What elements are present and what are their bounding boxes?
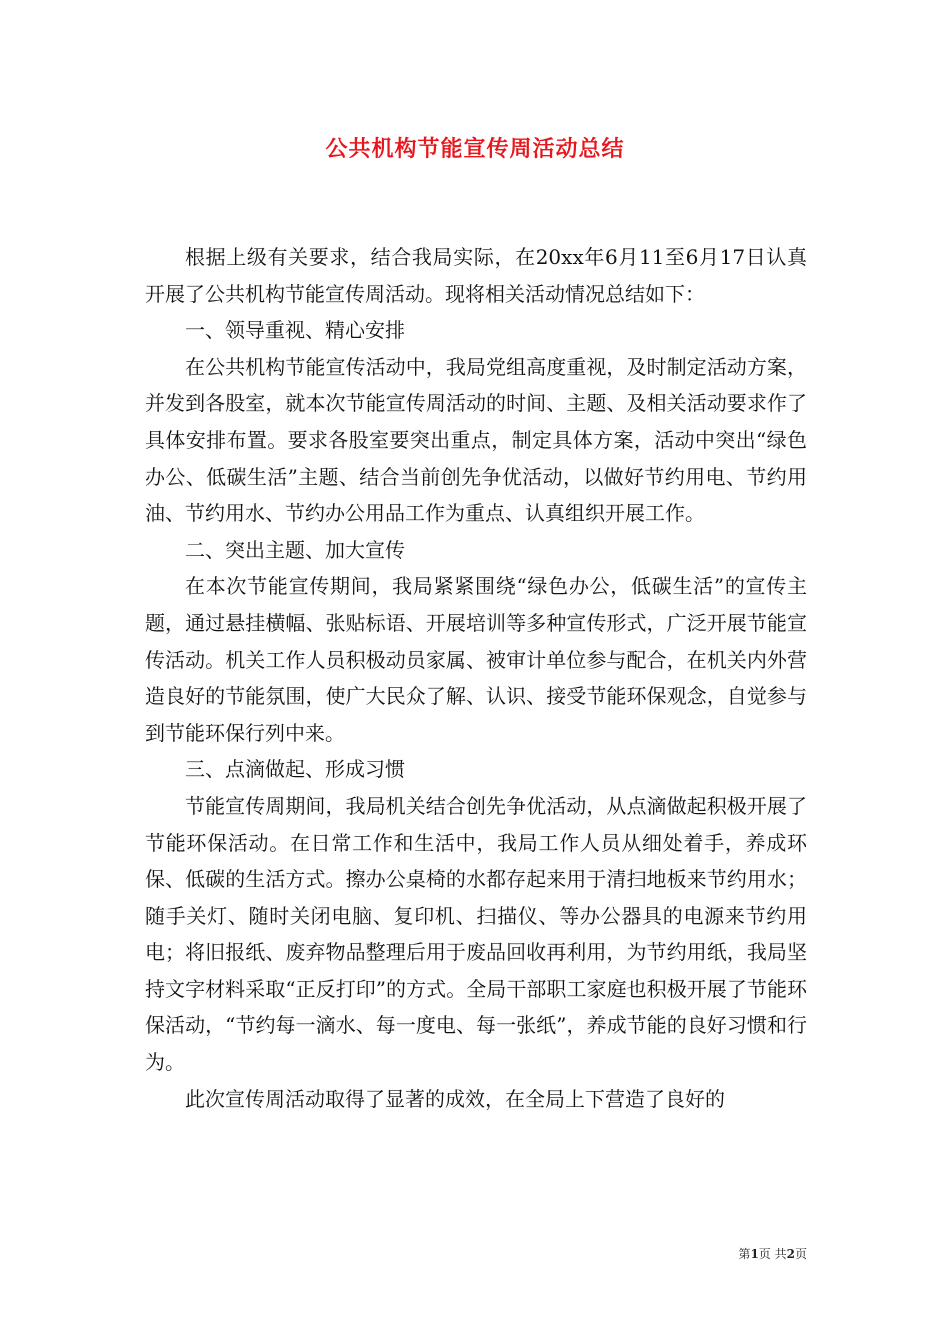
section-heading-2: 二、突出主题、加大宣传 xyxy=(185,537,405,562)
paragraph-section-2: 在本次节能宣传期间，我局紧紧围绕“绿色办公，低碳生活”的宣传主题，通过悬挂横幅、张贴标语、开展培训等多种宣传形式，广泛开展节能宣传活动。机关工作人员积极动员家属、被审计单位参与配合，在机关内外营造良好的节能氛围，使广大民众了解、认识、接受节能环保观念，自觉参与到节能环保行列中来。 xyxy=(145,574,807,745)
paragraph-conclusion: 此次宣传周活动取得了显著的成效，在全局上下营造了良好的 xyxy=(185,1086,725,1111)
paragraph-section-3: 节能宣传周期间，我局机关结合创先争优活动，从点滴做起积极开展了节能环保活动。在日常工作和生活中，我局工作人员从细处着手，养成环保、低碳的生活方式。擦办公桌椅的水都存起来用于清扫地板来节约用水；随手关灯、随时关闭电脑、复印机、扫描仪、等办公器具的电源来节约用电；将旧报纸、废弃物品整理后用于废品回收再利用，为节约用纸，我局坚持文字材料采取“正反打印”的方式。全局干部职工家庭也积极开展了节能环保活动，“节约每一滴水、每一度电、每一张纸”，养成节能的良好习惯和行为。 xyxy=(145,793,807,1075)
paragraph-section-1: 在公共机构节能宣传活动中，我局党组高度重视，及时制定活动方案，并发到各股室，就本次节能宣传周活动的时间、主题、及相关活动要求作了具体安排布置。要求各股室要突出重点，制定具体方案，活动中突出“绿色办公、低碳生活”主题、结合当前创先争优活动，以做好节约用电、节约用油、节约用水、节约办公用品工作为重点、认真组织开展工作。 xyxy=(145,354,807,526)
paragraph-intro: 根据上级有关要求，结合我局实际，在20xx年6月11至6月17日认真开展了公共机构节能宣传周活动。现将相关活动情况总结如下： xyxy=(145,245,807,306)
document-body xyxy=(145,239,807,1117)
section-heading-1: 一、领导重视、精心安排 xyxy=(185,318,405,343)
total-pages-number: 2 xyxy=(786,1247,795,1261)
current-page-number: 1 xyxy=(750,1247,759,1261)
footer-suffix: 页 xyxy=(794,1247,807,1261)
footer-prefix: 第 xyxy=(738,1247,751,1261)
page-number-footer xyxy=(738,1246,807,1262)
footer-middle: 页 共 xyxy=(758,1247,787,1261)
document-title: 公共机构节能宣传周活动总结 xyxy=(325,136,625,162)
section-heading-3: 三、点滴做起、形成习惯 xyxy=(185,757,405,782)
